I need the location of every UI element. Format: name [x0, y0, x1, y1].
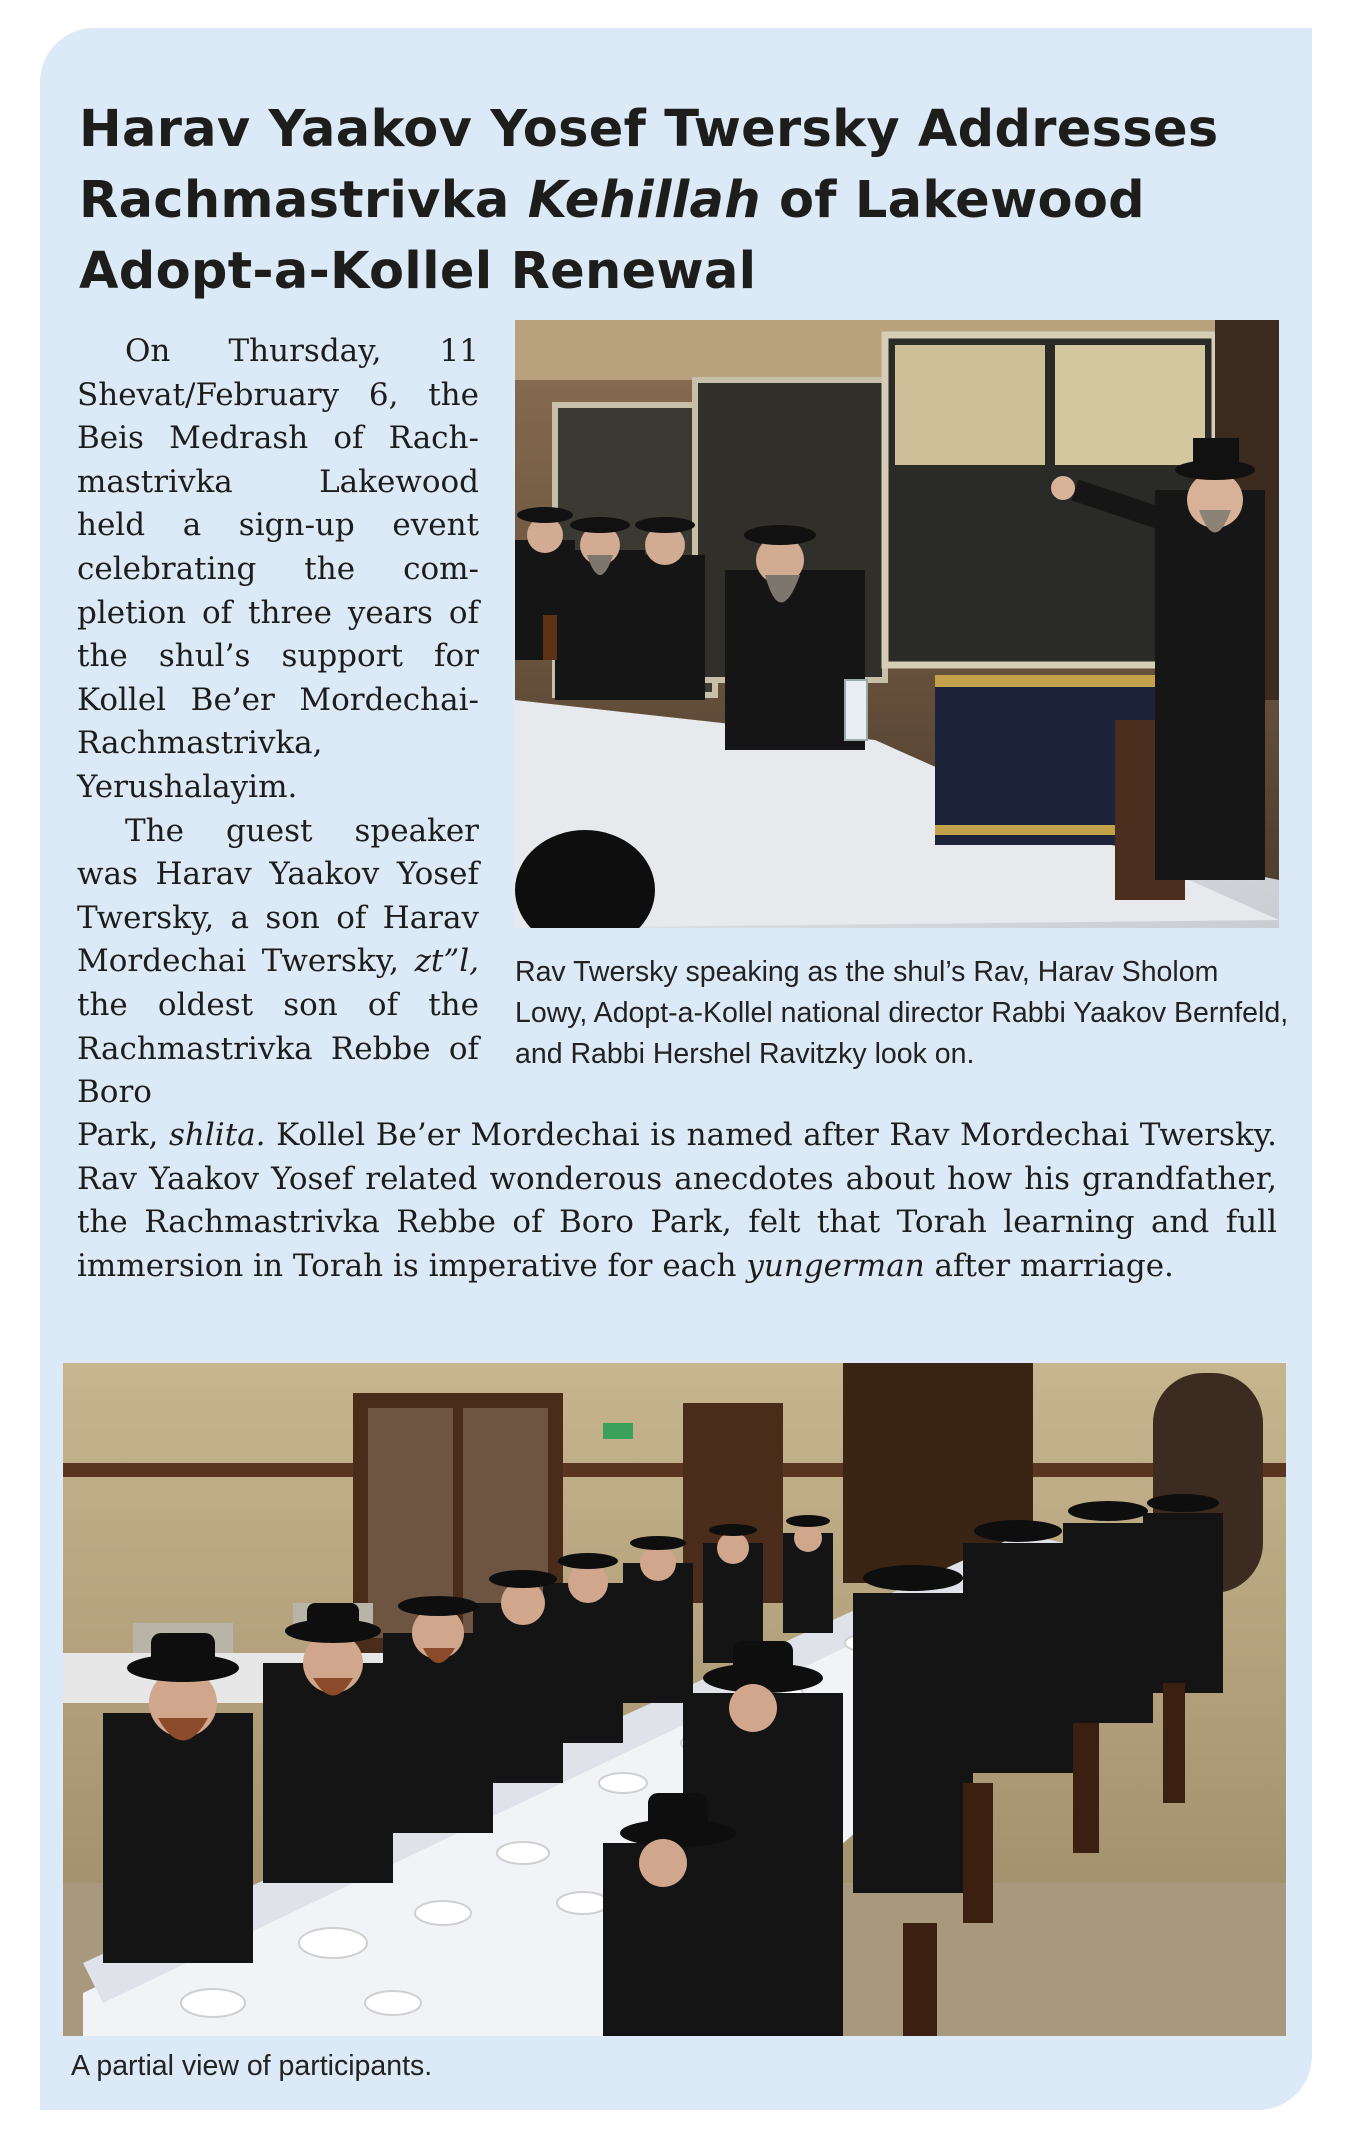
paragraph-2-shlita: shlita.: [169, 1117, 266, 1153]
paragraph-1: On Thursday, 11 Shevat/February 6, the Beis Medrash of Rachmastrivka Lakewood held a sign-up event celebrating the completion of three years of the shul’s support for Kollel Be’er Mordechai-Rachmastrivka, Yerushalayim.: [77, 333, 479, 805]
paragraph-2-text-c: Park,: [77, 1117, 169, 1153]
article-column-narrow: [77, 330, 479, 1115]
participants-photo: [63, 1363, 1286, 2036]
paragraph-2-text-b: the oldest son of the Rachmastrivka Rebbe of Boro: [77, 986, 479, 1111]
paragraph-2-text-a: The guest speaker was Harav Yaakov Yosef Twersky, a son of Harav Mordechai Twersky,: [77, 812, 479, 980]
speaker-photo-caption: Rav Twersky speaking as the shul’s Rav, Harav Sholom Lowy, Adopt-a-Kollel national director Rabbi Yaakov Bernfeld, and Rabbi Hershel Ravitzky look on.: [515, 956, 1289, 1070]
paragraph-2-start: [77, 810, 479, 1115]
paragraph-2-yungerman: yungerman: [746, 1247, 925, 1284]
paragraph-2-text-e: after marriage.: [924, 1247, 1174, 1284]
article-headline: [79, 94, 1279, 307]
participants-photo-image: [63, 1363, 1286, 2036]
headline-text-2: of Lakewood Adopt-a-Kollel Renewal: [79, 171, 1145, 301]
article-column-wide: [77, 1114, 1277, 1288]
participants-photo-caption: A partial view of participants.: [71, 2050, 433, 2082]
paragraph-2-text-d: Kollel Be’er Mordechai is named after Rav Mordechai Twersky. Rav Yaakov Yosef related wonderous anecdotes about how his grandfather, the Rachmastrivka Rebbe of Boro Park, felt that Torah learning and full immersion in Torah is imperative for each: [77, 1117, 1277, 1284]
speaker-photo: [515, 320, 1279, 928]
headline-text-1: Harav Yaakov Yosef Twersky Addresses Rachmastrivka: [79, 100, 1219, 230]
speaker-photo-image: [515, 320, 1279, 928]
paragraph-2-ztl: zt”l,: [414, 943, 479, 980]
headline-italic-text: Kehillah: [527, 171, 761, 230]
